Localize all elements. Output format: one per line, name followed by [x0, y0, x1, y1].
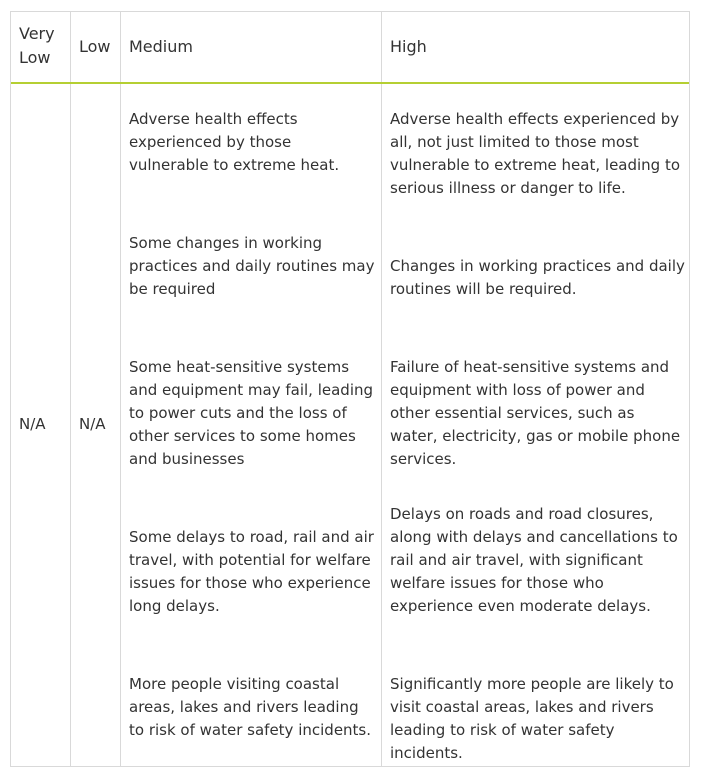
column-divider	[120, 12, 121, 766]
medium-impact-water: More people visiting coastal areas, lakes and rivers leading to risk of water safety incidents.	[129, 675, 372, 739]
impact-table	[10, 11, 690, 767]
high-impact-water: Significantly more people are likely to visit coastal areas, lakes and rivers leading to risk of water safety incidents.	[390, 675, 674, 762]
medium-impact-health: Adverse health effects experienced by those vulnerable to extreme heat.	[129, 110, 340, 174]
column-divider	[70, 12, 71, 766]
header-medium: Medium	[129, 37, 193, 56]
header-underline	[11, 82, 689, 84]
header-very-low: Very Low	[19, 24, 55, 67]
high-impact-systems: Failure of heat-sensitive systems and equipment with loss of power and other essential services, such as water, electricity, gas or mobile phone services.	[390, 358, 681, 468]
medium-impact-travel: Some delays to road, rail and air travel, with potential for welfare issues for those who experience long delays.	[129, 528, 374, 615]
header-high: High	[390, 37, 427, 56]
high-impact-health: Adverse health effects experienced by all, not just limited to those most vulnerable to extreme heat, leading to serious illness or danger to life.	[390, 110, 681, 197]
medium-impact-work: Some changes in working practices and daily routines may be required	[129, 234, 375, 298]
column-divider	[381, 12, 382, 766]
high-impact-work: Changes in working practices and daily routines will be required.	[390, 257, 685, 298]
low-value: N/A	[79, 415, 106, 433]
medium-impact-systems: Some heat-sensitive systems and equipment may fail, leading to power cuts and the loss of other services to some homes and businesses	[129, 358, 374, 468]
header-low: Low	[79, 37, 111, 56]
high-impact-travel: Delays on roads and road closures, along with delays and cancellations to rail and air travel, with significant welfare issues for those who experience even moderate delays.	[390, 505, 678, 615]
very-low-value: N/A	[19, 415, 46, 433]
